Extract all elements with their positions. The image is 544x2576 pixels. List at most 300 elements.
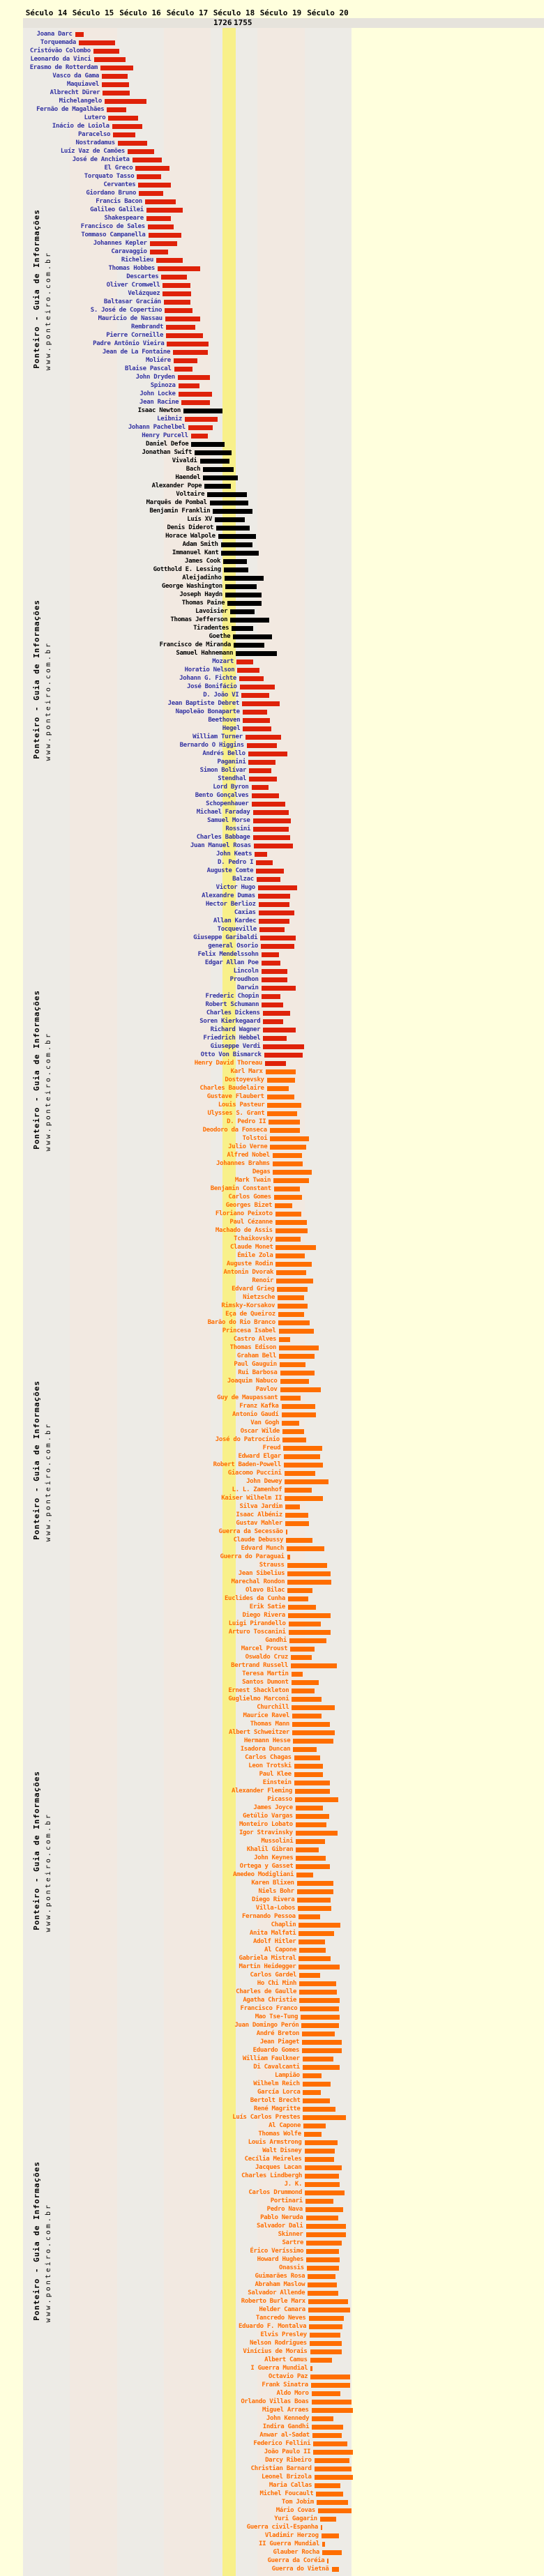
lifespan-bar bbox=[294, 1772, 323, 1777]
person-name-label: Francis Bacon bbox=[96, 198, 142, 205]
lifespan-bar bbox=[267, 1095, 295, 1099]
person-name-label: Schopenhauer bbox=[206, 800, 249, 807]
person-name-label: Cervantes bbox=[103, 181, 136, 188]
person-name-label: Lincoln bbox=[233, 968, 259, 975]
war-name-label: Guerra do Paraguai bbox=[220, 1553, 285, 1560]
person-name-label: Ernest Shackleton bbox=[228, 1687, 289, 1694]
person-name-label: Louis Armstrong bbox=[248, 2139, 302, 2146]
person-name-label: Richelieu bbox=[121, 257, 153, 264]
person-name-label: Jacques Lacan bbox=[255, 2164, 302, 2171]
person-name-label: Shakespeare bbox=[104, 215, 144, 222]
person-name-label: Bertrand Russell bbox=[231, 1662, 288, 1669]
lifespan-bar bbox=[174, 358, 197, 363]
lifespan-bar bbox=[259, 927, 285, 932]
person-name-label: Aleijadinho bbox=[182, 574, 222, 581]
lifespan-bar bbox=[291, 1663, 337, 1668]
lifespan-bar bbox=[273, 1153, 302, 1158]
person-name-label: Baltasar Gracián bbox=[103, 298, 161, 305]
lifespan-bar bbox=[118, 141, 147, 146]
person-name-label: Simon Bolívar bbox=[199, 767, 247, 774]
lifespan-bar bbox=[305, 2207, 343, 2212]
person-name-label: Thomas Mann bbox=[250, 1721, 289, 1728]
lifespan-bar bbox=[299, 1923, 340, 1928]
lifespan-bar bbox=[107, 107, 126, 112]
person-name-label: Arturo Toscanini bbox=[228, 1629, 286, 1636]
person-name-label: Friedrich Hebbel bbox=[203, 1035, 261, 1042]
lifespan-bar bbox=[260, 936, 295, 940]
person-name-label: Picasso bbox=[267, 1796, 293, 1803]
person-name-label: Mussolini bbox=[261, 1838, 294, 1845]
person-name-label: Marechal Rondon bbox=[231, 1578, 285, 1585]
lifespan-bar bbox=[163, 291, 191, 296]
person-name-label: Bernardo O Higgins bbox=[179, 742, 244, 749]
lifespan-bar bbox=[283, 1446, 322, 1451]
person-name-label: Paul Gauguin bbox=[234, 1361, 277, 1368]
person-name-label: Marquês de Pombal bbox=[146, 499, 207, 506]
lifespan-bar bbox=[279, 1329, 314, 1334]
lifespan-bar bbox=[303, 2082, 331, 2087]
person-name-label: Diego Rivera bbox=[242, 1612, 285, 1619]
person-name-label: Vladimir Herzog bbox=[264, 2532, 319, 2539]
person-name-label: Van Gogh bbox=[250, 1419, 280, 1426]
person-name-label: Luís Carlos Prestes bbox=[232, 2114, 301, 2121]
lifespan-bar bbox=[203, 475, 238, 480]
lifespan-bar bbox=[287, 1580, 331, 1585]
person-name-label: Albrecht Dürer bbox=[50, 89, 100, 96]
lifespan-bar bbox=[255, 852, 266, 857]
lifespan-bar bbox=[306, 2241, 341, 2246]
lifespan-bar bbox=[275, 1237, 301, 1242]
lifespan-bar bbox=[203, 467, 234, 472]
lifespan-bar bbox=[243, 718, 269, 723]
person-name-label: Niels Bohr bbox=[258, 1888, 294, 1895]
lifespan-bar bbox=[218, 534, 256, 539]
lifespan-bar bbox=[305, 2199, 333, 2204]
person-name-label: René Magritte bbox=[253, 2105, 301, 2112]
lifespan-bar bbox=[316, 2492, 343, 2497]
person-name-label: Leonel Brizola bbox=[261, 2474, 312, 2480]
lifespan-bar bbox=[102, 82, 129, 87]
person-name-label: Giordano Bruno bbox=[86, 190, 137, 197]
person-name-label: Haendel bbox=[175, 474, 201, 481]
lifespan-bar bbox=[299, 1998, 340, 2003]
lifespan-bar bbox=[309, 2316, 344, 2321]
person-name-label: Alexandre Dumas bbox=[202, 892, 255, 899]
lifespan-bar bbox=[285, 1521, 309, 1526]
lifespan-bar bbox=[225, 576, 264, 581]
person-name-label: Jean de La Fontaine bbox=[102, 349, 171, 356]
lifespan-bar bbox=[150, 250, 168, 254]
person-name-label: Victor Hugo bbox=[216, 884, 255, 891]
lifespan-bar bbox=[296, 1831, 338, 1836]
person-name-label: Johannes Brahms bbox=[216, 1160, 270, 1167]
person-name-label: Johann Pachelbel bbox=[128, 424, 186, 431]
person-name-label: Aldo Moro bbox=[276, 2390, 309, 2397]
person-name-label: El Greco bbox=[104, 165, 133, 172]
lifespan-bar bbox=[178, 375, 210, 380]
person-name-label: Denis Diderot bbox=[167, 524, 214, 531]
lifespan-bar bbox=[243, 710, 267, 715]
lifespan-bar bbox=[288, 1613, 331, 1618]
lifespan-bar bbox=[289, 1638, 326, 1643]
person-name-label: Renoir bbox=[252, 1277, 274, 1284]
sidebar-brand-text: Ponteiro - Guia de Informações bbox=[32, 209, 41, 369]
lifespan-bar bbox=[263, 1044, 304, 1049]
lifespan-bar bbox=[133, 158, 162, 162]
lifespan-bar bbox=[301, 2023, 338, 2028]
lifespan-bar bbox=[183, 409, 222, 413]
lifespan-bar bbox=[312, 2391, 341, 2396]
person-name-label: Ho Chi Minh bbox=[257, 1980, 297, 1987]
lifespan-bar bbox=[257, 877, 280, 882]
lifespan-bar bbox=[286, 1538, 312, 1543]
lifespan-bar bbox=[191, 434, 208, 439]
lifespan-bar bbox=[232, 626, 253, 631]
lifespan-bar bbox=[305, 2174, 338, 2179]
person-name-label: Cecília Meireles bbox=[244, 2156, 302, 2163]
lifespan-bar bbox=[267, 1111, 296, 1116]
lifespan-bar bbox=[297, 1898, 331, 1903]
person-name-label: Stendhal bbox=[218, 775, 247, 782]
person-name-label: Alfred Nobel bbox=[227, 1152, 270, 1159]
person-name-label: Edward Elgar bbox=[238, 1453, 281, 1460]
person-name-label: Michel Foucault bbox=[259, 2490, 314, 2497]
person-name-label: Luigi Pirandello bbox=[228, 1620, 286, 1627]
lifespan-bar bbox=[262, 977, 288, 982]
person-name-label: Fernando Pessoa bbox=[241, 1913, 296, 1920]
person-name-label: Johann G. Fichte bbox=[179, 675, 237, 682]
person-name-label: Charles Lindbergh bbox=[241, 2172, 303, 2179]
lifespan-bar bbox=[128, 149, 154, 154]
person-name-label: Oliver Cromwell bbox=[106, 282, 160, 289]
person-name-label: Samuel Hahnemann bbox=[176, 650, 234, 657]
lifespan-bar bbox=[275, 1253, 305, 1258]
lifespan-bar bbox=[303, 2107, 335, 2112]
lifespan-bar bbox=[263, 1019, 282, 1024]
person-name-label: Olavo Bilac bbox=[245, 1587, 285, 1594]
lifespan-bar bbox=[146, 208, 183, 213]
person-name-label: Degas bbox=[252, 1168, 271, 1175]
person-name-label: Lord Byron bbox=[213, 784, 249, 791]
lifespan-bar bbox=[282, 1421, 299, 1426]
lifespan-bar bbox=[253, 818, 291, 823]
century-label-19: Século 19 bbox=[259, 8, 302, 17]
lifespan-bar bbox=[278, 1304, 308, 1309]
lifespan-bar bbox=[294, 1755, 320, 1760]
lifespan-bar bbox=[292, 1689, 314, 1693]
lifespan-bar bbox=[166, 325, 195, 330]
person-name-label: Michelangelo bbox=[59, 98, 102, 105]
person-name-label: Albert Camus bbox=[264, 2356, 308, 2363]
lifespan-bar bbox=[275, 1212, 302, 1217]
person-name-label: Nietzsche bbox=[243, 1294, 275, 1301]
person-name-label: Karl Marx bbox=[230, 1068, 263, 1075]
lifespan-bar bbox=[135, 166, 169, 171]
lifespan-bar bbox=[296, 1873, 313, 1877]
person-name-label: Henry David Thoreau bbox=[194, 1060, 262, 1067]
lifespan-bar bbox=[275, 1220, 307, 1225]
person-name-label: José do Patrocínio bbox=[215, 1436, 280, 1443]
person-name-label: Eduardo Gomes bbox=[252, 2047, 300, 2054]
person-name-label: Tiradentes bbox=[193, 625, 229, 632]
person-name-label: James Joyce bbox=[253, 1804, 293, 1811]
lifespan-bar bbox=[138, 183, 170, 188]
person-name-label: Glauber Rocha bbox=[273, 2549, 320, 2556]
lifespan-bar bbox=[305, 2182, 340, 2187]
lifespan-bar bbox=[317, 2500, 348, 2505]
person-name-label: Napoleão Bonaparte bbox=[175, 708, 240, 715]
person-name-label: Alexander Pope bbox=[151, 482, 202, 489]
century-label-14: Século 14 bbox=[25, 8, 68, 17]
lifespan-bar bbox=[158, 266, 200, 271]
lifespan-bar bbox=[293, 1739, 333, 1744]
lifespan-bar bbox=[275, 1245, 316, 1250]
person-name-label: Oswaldo Cruz bbox=[245, 1654, 288, 1661]
lifespan-bar bbox=[310, 2341, 342, 2346]
person-name-label: Jonathan Swift bbox=[142, 449, 192, 456]
person-name-label: Maria Callas bbox=[269, 2482, 312, 2489]
person-name-label: Balzac bbox=[232, 876, 254, 883]
lifespan-bar bbox=[300, 2006, 339, 2011]
lifespan-bar bbox=[259, 919, 289, 924]
sidebar-url-text: www.ponteiro.com.br bbox=[45, 1422, 52, 1542]
person-name-label: Marcel Proust bbox=[241, 1645, 288, 1652]
person-name-label: William Faulkner bbox=[242, 2055, 300, 2062]
lifespan-bar bbox=[100, 66, 133, 70]
lifespan-bar bbox=[223, 559, 247, 564]
lifespan-bar bbox=[113, 132, 135, 137]
person-name-label: Julio Verne bbox=[228, 1143, 268, 1150]
lifespan-bar bbox=[295, 1797, 338, 1802]
lifespan-bar bbox=[275, 1203, 292, 1208]
lifespan-bar bbox=[313, 2450, 353, 2455]
person-name-label: Immanuel Kant bbox=[172, 549, 219, 556]
person-name-label: Karen Blixen bbox=[251, 1880, 294, 1887]
person-name-label: Caxias bbox=[234, 909, 256, 916]
person-name-label: Moliére bbox=[146, 357, 171, 364]
person-name-label: John Locke bbox=[139, 390, 176, 397]
lifespan-bar bbox=[302, 2032, 335, 2036]
lifespan-bar bbox=[253, 827, 289, 832]
person-name-label: Amedeo Modigliani bbox=[233, 1871, 294, 1878]
lifespan-bar bbox=[313, 2441, 347, 2446]
person-name-label: Blaise Pascal bbox=[124, 365, 172, 372]
lifespan-bar bbox=[332, 2567, 340, 2572]
lifespan-bar bbox=[322, 2550, 342, 2555]
lifespan-bar bbox=[242, 701, 280, 706]
person-name-label: Darwin bbox=[236, 984, 259, 991]
lifespan-bar bbox=[249, 768, 271, 773]
person-name-label: Skinner bbox=[278, 2231, 303, 2238]
person-name-label: Tocqueville bbox=[217, 926, 257, 933]
lifespan-bar bbox=[234, 643, 264, 648]
person-name-label: general Osorio bbox=[208, 943, 258, 950]
person-name-label: Pierre Corneille bbox=[106, 332, 164, 339]
lifespan-bar bbox=[263, 1028, 296, 1032]
war-name-label: II Guerra Mundial bbox=[259, 2540, 320, 2547]
lifespan-bar bbox=[306, 2257, 340, 2262]
lifespan-bar bbox=[299, 1956, 331, 1961]
lifespan-bar bbox=[249, 777, 277, 782]
lifespan-bar bbox=[278, 1320, 310, 1325]
person-name-label: Antonio Gaudí bbox=[232, 1411, 279, 1418]
lifespan-bar bbox=[287, 1555, 290, 1560]
lifespan-bar bbox=[303, 2098, 330, 2103]
lifespan-bar bbox=[308, 2282, 337, 2287]
lifespan-bar bbox=[315, 2475, 353, 2480]
person-name-label: Lampião bbox=[274, 2072, 300, 2079]
lifespan-bar bbox=[312, 2416, 333, 2421]
person-name-label: Robert Baden-Powell bbox=[213, 1461, 281, 1468]
person-name-label: Orlando Villas Boas bbox=[241, 2398, 309, 2405]
lifespan-bar bbox=[273, 1170, 312, 1175]
person-name-label: Igor Stravinsky bbox=[239, 1829, 293, 1836]
person-name-label: Erasmo de Rotterdam bbox=[29, 64, 98, 71]
window-start-label: 1726 bbox=[213, 18, 232, 27]
lifespan-bar bbox=[258, 894, 290, 899]
lifespan-bar bbox=[266, 1069, 296, 1074]
lifespan-bar bbox=[276, 1270, 305, 1275]
lifespan-bar bbox=[233, 634, 272, 639]
sidebar-url-text: www.ponteiro.com.br bbox=[45, 1032, 52, 1152]
lifespan-bar bbox=[299, 1990, 337, 1995]
person-name-label: Rossini bbox=[225, 825, 251, 832]
lifespan-bar bbox=[167, 342, 209, 346]
lifespan-bar bbox=[256, 860, 273, 865]
person-name-label: Claude Monet bbox=[230, 1244, 273, 1251]
person-name-label: Juan Manuel Rosas bbox=[190, 842, 251, 849]
person-name-label: Edvard Grieg bbox=[232, 1286, 275, 1293]
person-name-label: Federico Fellini bbox=[253, 2440, 311, 2447]
lifespan-bar bbox=[280, 1396, 301, 1401]
person-name-label: John Kennedy bbox=[266, 2415, 310, 2422]
person-name-label: Antonin Dvorak bbox=[223, 1269, 274, 1276]
lifespan-bar bbox=[236, 651, 277, 656]
lifespan-bar bbox=[311, 2383, 350, 2388]
war-period-row bbox=[0, 2567, 544, 2575]
lifespan-bar bbox=[285, 1496, 323, 1501]
person-name-label: Francisco de Sales bbox=[80, 223, 145, 230]
person-name-label: Strauss bbox=[259, 1562, 285, 1569]
person-name-label: Martin Heidegger bbox=[239, 1963, 296, 1970]
lifespan-bar bbox=[299, 1939, 325, 1944]
person-name-label: Thomas Edison bbox=[229, 1344, 277, 1351]
person-name-label: Horace Walpole bbox=[165, 533, 216, 540]
lifespan-bar bbox=[145, 199, 176, 204]
person-name-label: Benjamin Franklin bbox=[149, 508, 211, 515]
lifespan-bar bbox=[262, 969, 288, 974]
sidebar-brand-text: Ponteiro - Guia de Informações bbox=[32, 2161, 41, 2321]
lifespan-bar bbox=[191, 442, 225, 447]
lifespan-bar bbox=[312, 2408, 354, 2413]
person-name-label: Galileo Galilei bbox=[90, 206, 144, 213]
lifespan-bar bbox=[285, 1471, 315, 1476]
person-name-label: Tommaso Campanella bbox=[81, 231, 146, 238]
person-name-label: Eça de Queiroz bbox=[225, 1311, 275, 1318]
lifespan-bar bbox=[287, 1571, 331, 1576]
person-name-label: John Keats bbox=[216, 851, 252, 858]
person-name-label: Charles Babbage bbox=[196, 834, 250, 841]
person-name-label: Albert Schweitzer bbox=[228, 1729, 289, 1736]
person-name-label: Villa-Lobos bbox=[255, 1905, 296, 1912]
person-name-label: Yuri Gagarin bbox=[274, 2515, 317, 2522]
person-name-label: Diego Rivera bbox=[251, 1896, 295, 1903]
lifespan-bar bbox=[284, 1463, 323, 1468]
person-name-label: Sartre bbox=[282, 2239, 304, 2246]
person-name-label: Paganini bbox=[217, 759, 246, 765]
person-name-label: Horatio Nelson bbox=[184, 666, 235, 673]
lifespan-bar bbox=[279, 1346, 318, 1350]
lifespan-bar bbox=[320, 2517, 336, 2522]
person-name-label: Joaquim Nabuco bbox=[227, 1378, 278, 1385]
sidebar-brand-text: Ponteiro - Guia de Informações bbox=[32, 1380, 41, 1540]
person-name-label: Salvador Dali bbox=[256, 2223, 303, 2230]
lifespan-bar bbox=[165, 308, 192, 313]
person-name-label: Giuseppe Verdi bbox=[210, 1043, 261, 1050]
lifespan-bar bbox=[310, 2375, 349, 2379]
person-name-label: Gotthold E. Lessing bbox=[153, 566, 221, 573]
person-name-label: Al Capone bbox=[269, 2122, 301, 2129]
person-name-label: Indira Gandhi bbox=[262, 2423, 310, 2430]
person-name-label: Johannes Kepler bbox=[93, 240, 147, 247]
lifespan-bar bbox=[150, 241, 178, 246]
person-name-label: Edgar Allan Poe bbox=[204, 959, 259, 966]
lifespan-bar bbox=[265, 1061, 286, 1066]
lifespan-bar bbox=[285, 1504, 300, 1509]
person-name-label: Pablo Neruda bbox=[260, 2214, 303, 2221]
person-name-label: Robert Schumann bbox=[205, 1001, 259, 1008]
person-name-label: Anwar al-Sadat bbox=[259, 2432, 310, 2439]
person-name-label: García Lorca bbox=[257, 2089, 301, 2096]
lifespan-bar bbox=[237, 668, 259, 673]
lifespan-bar bbox=[292, 1730, 335, 1735]
person-name-label: Ulysses S. Grant bbox=[207, 1110, 265, 1117]
lifespan-bar bbox=[230, 609, 254, 614]
lifespan-bar bbox=[297, 1881, 333, 1886]
timeline-row bbox=[0, 32, 544, 40]
person-name-label: Octavio Paz bbox=[268, 2373, 308, 2380]
person-name-label: Paul Cézanne bbox=[229, 1219, 273, 1226]
lifespan-bar bbox=[310, 2349, 342, 2354]
lifespan-bar bbox=[327, 2559, 328, 2563]
person-name-label: Isaac Albéniz bbox=[236, 1511, 282, 1518]
person-name-label: Georges Bizet bbox=[225, 1202, 273, 1209]
person-name-label: Bertolt Brecht bbox=[250, 2097, 301, 2104]
lifespan-bar bbox=[273, 1178, 308, 1183]
person-name-label: Teresa Martin bbox=[242, 1670, 289, 1677]
person-name-label: Richard Wagner bbox=[210, 1026, 261, 1033]
lifespan-bar bbox=[166, 333, 202, 338]
lifespan-bar bbox=[299, 1981, 336, 1986]
lifespan-bar bbox=[216, 526, 250, 531]
lifespan-bar bbox=[161, 275, 186, 280]
person-name-label: Frank Sinatra bbox=[262, 2381, 308, 2388]
person-name-label: Mark Twain bbox=[234, 1177, 271, 1184]
lifespan-bar bbox=[252, 785, 269, 790]
lifespan-bar bbox=[105, 99, 146, 104]
person-name-label: Giacomo Puccini bbox=[227, 1470, 282, 1477]
person-name-label: Louis Pasteur bbox=[218, 1102, 265, 1108]
person-name-label: José de Anchieta bbox=[72, 156, 130, 163]
lifespan-bar bbox=[306, 2232, 347, 2237]
lifespan-bar bbox=[94, 57, 126, 62]
lifespan-bar bbox=[321, 2525, 322, 2530]
century-label-20: Século 20 bbox=[307, 8, 349, 17]
person-name-label: Rembrandt bbox=[131, 323, 164, 330]
person-name-label: Rui Barbosa bbox=[238, 1369, 278, 1376]
lifespan-bar bbox=[306, 2216, 338, 2220]
lifespan-bar bbox=[274, 1187, 300, 1191]
